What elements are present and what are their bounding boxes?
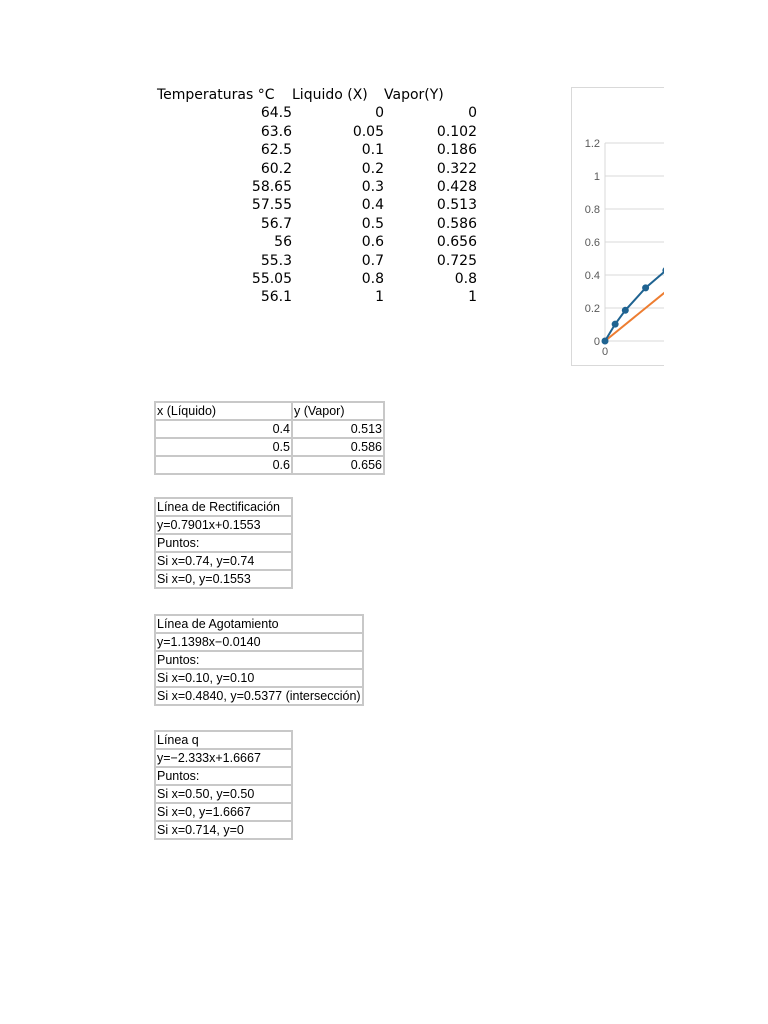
cell-liquid: 0 [375,105,384,122]
linea-q-title[interactable]: Línea q [155,731,292,749]
data-point [642,284,649,291]
x-tick-label: 0 [601,346,609,358]
rectificacion-table [154,497,293,589]
cell-vapor: 0.586 [436,215,477,232]
table-row [155,402,384,420]
table-row [155,534,292,552]
cell-temperature: 57.55 [251,197,292,214]
cell-vapor: 0.513 [436,197,477,214]
cell-temperature: 63.6 [260,123,292,140]
linea-q-points-label[interactable]: Puntos: [155,767,292,785]
table-row [155,552,292,570]
table-row [155,498,292,516]
y-tick-label: 0.2 [584,303,600,315]
table-row [155,785,292,803]
cell-liquid: 0.3 [361,179,384,196]
agotamiento-title[interactable]: Línea de Agotamiento [155,615,363,633]
cell-temperature: 56.1 [260,289,292,306]
table-row [156,178,477,196]
agotamiento-point-1[interactable]: Si x=0.10, y=0.10 [155,669,363,687]
cell-vapor: 0.725 [436,252,477,269]
agotamiento-point-2[interactable]: Si x=0.4840, y=0.5377 (intersección) [157,689,361,703]
cell-vapor: 0.8 [454,271,477,288]
table-row [155,803,292,821]
table-row [155,687,363,705]
table-row [156,288,477,306]
table-row [156,233,477,251]
agotamiento-points-label[interactable]: Puntos: [155,651,363,669]
cell-vapor: 0.102 [436,123,477,140]
table-row [155,749,292,767]
header-liquid: Liquido (X) [292,87,368,103]
table-row [156,270,477,288]
table-row [155,570,292,588]
vle-header-row [156,86,477,104]
table-row [156,160,477,178]
y-tick-label: 0.8 [584,204,600,216]
rectificacion-point-1[interactable]: Si x=0.74, y=0.74 [155,552,292,570]
table-row [155,767,292,785]
cell-temperature: 55.05 [251,271,292,288]
cell-temperature: 62.5 [260,142,292,159]
cell-liquid: 0.1 [361,142,384,159]
rectificacion-points-label[interactable]: Puntos: [155,534,292,552]
data-point [612,321,619,328]
cell-liquid: 0.2 [361,160,384,177]
header-vapor: Vapor(Y) [384,87,444,103]
cell-x[interactable]: 0.6 [155,456,292,474]
table-row [156,215,477,233]
cell-liquid: 0.7 [361,252,384,269]
linea-q-point-2[interactable]: Si x=0, y=1.6667 [155,803,292,821]
cell-liquid: 0.4 [361,197,384,214]
table-row [155,456,384,474]
table-row [156,141,477,159]
cell-liquid: 0.05 [352,123,384,140]
cell-vapor: 0.186 [436,142,477,159]
rectificacion-title[interactable]: Línea de Rectificación [155,498,292,516]
table-row [155,821,292,839]
cell-liquid: 0.6 [361,234,384,251]
data-point [602,338,609,345]
series-line-diagonal [605,176,664,341]
linea-q-equation[interactable]: y=−2.333x+1.6667 [155,749,292,767]
cell-y[interactable]: 0.513 [292,420,384,438]
table-row [155,633,363,651]
table-row [155,651,363,669]
cell-vapor: 0.428 [436,179,477,196]
cell-y[interactable]: 0.656 [292,456,384,474]
cell-temperature: 58.65 [251,179,292,196]
linea-q-table [154,730,293,840]
y-tick-label: 0 [593,336,600,348]
y-tick-label: 1 [593,171,600,183]
cell-temperature: 64.5 [260,105,292,122]
table-row [155,420,384,438]
xy-table [154,401,385,475]
cell-vapor: 0.322 [436,160,477,177]
cell-vapor: 0 [468,105,477,122]
data-point [622,307,629,314]
cell-liquid: 0.5 [361,215,384,232]
table-row [156,104,477,122]
linea-q-point-3[interactable]: Si x=0.714, y=0 [155,821,292,839]
table-row [155,731,292,749]
cell-y[interactable]: 0.586 [292,438,384,456]
table-row [155,438,384,456]
y-tick-label: 0.4 [584,270,600,282]
table-row [156,123,477,141]
cell-temperature: 60.2 [260,160,292,177]
chart-plot-area [572,88,664,365]
cell-vapor: 1 [468,289,477,306]
agotamiento-table [154,614,364,706]
cell-liquid: 1 [375,289,384,306]
rectificacion-equation[interactable]: y=0.7901x+0.1553 [155,516,292,534]
cell-temperature: 56 [274,234,292,251]
header-y-vapor[interactable]: y (Vapor) [292,402,384,420]
linea-q-point-1[interactable]: Si x=0.50, y=0.50 [155,785,292,803]
y-tick-label: 1.2 [584,138,600,150]
rectificacion-point-2[interactable]: Si x=0, y=0.1553 [155,570,292,588]
cell-x[interactable]: 0.5 [155,438,292,456]
cell-vapor: 0.656 [436,234,477,251]
y-tick-label: 0.6 [584,237,600,249]
table-row [156,252,477,270]
equilibrium-chart[interactable] [571,87,664,366]
table-row [155,669,363,687]
table-row [156,196,477,214]
table-row [155,516,292,534]
table-row [155,615,363,633]
cell-liquid: 0.8 [361,271,384,288]
header-x-liquido[interactable]: x (Líquido) [155,402,292,420]
cell-temperature: 55.3 [260,252,292,269]
cell-temperature: 56.7 [260,215,292,232]
vle-data-table [156,86,477,307]
cell-x[interactable]: 0.4 [155,420,292,438]
header-temperature: Temperaturas °C [157,87,275,103]
agotamiento-equation[interactable]: y=1.1398x−0.0140 [155,633,363,651]
